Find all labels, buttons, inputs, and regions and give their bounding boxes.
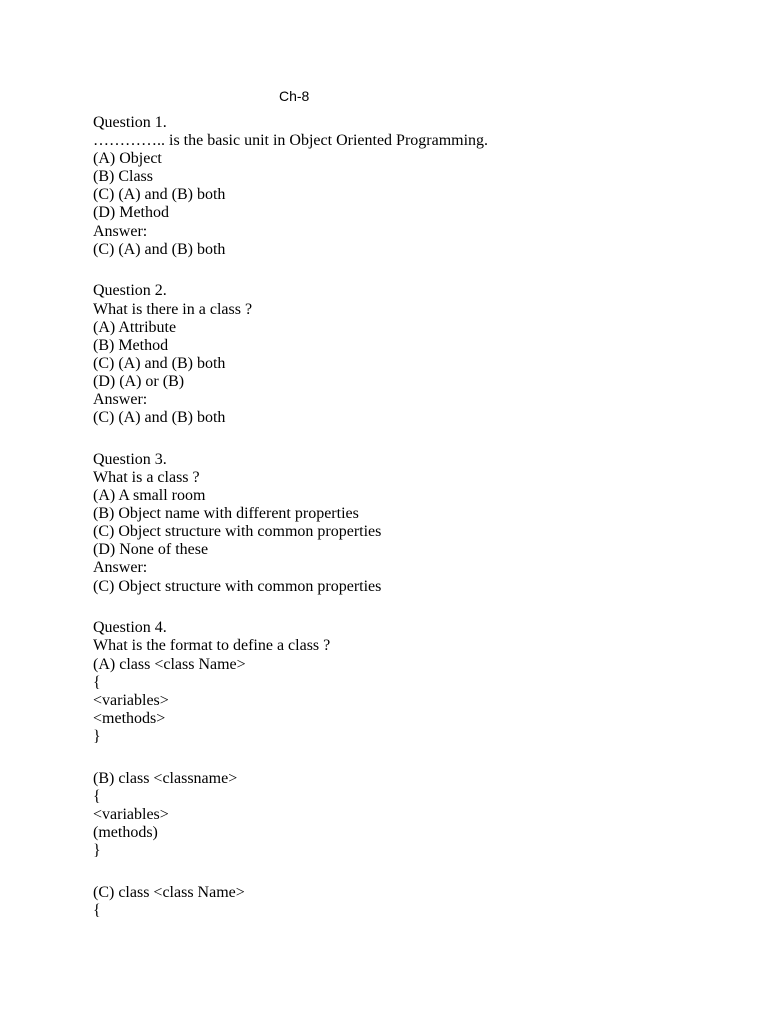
text-line: (B) Object name with different properties — [93, 505, 359, 523]
text-line: What is the format to define a class ? — [93, 637, 331, 655]
text-line: (methods) — [93, 823, 158, 841]
text-line: } — [93, 842, 101, 860]
paragraph-spacer — [93, 860, 733, 884]
text-line: (B) Class — [93, 168, 153, 186]
text-line: (C) (A) and (B) both — [93, 240, 226, 258]
text-line: (D) None of these — [93, 541, 209, 559]
text-line: (C) (A) and (B) both — [93, 409, 226, 427]
text-line: (A) A small room — [93, 487, 206, 505]
text-line: (C) Object structure with common properties — [93, 577, 382, 595]
text-line: (C) (A) and (B) both — [93, 354, 226, 372]
text-line: Answer: — [93, 391, 148, 408]
text-line: (C) (A) and (B) both — [93, 186, 226, 204]
text-line: } — [93, 727, 101, 745]
text-block — [93, 770, 733, 860]
text-block — [93, 884, 733, 920]
text-line: (C) Object structure with common properties — [93, 523, 382, 541]
text-block — [93, 451, 733, 596]
text-line: What is a class ? — [93, 468, 200, 486]
text-line: Question 4. — [93, 619, 167, 637]
text-line: <variables> — [93, 691, 169, 709]
text-line: (A) Attribute — [93, 318, 177, 336]
text-line: (B) Method — [93, 336, 169, 354]
document-body — [93, 114, 733, 920]
text-line: Question 1. — [93, 114, 167, 131]
chapter-header: Ch-8 — [279, 88, 310, 104]
text-block — [93, 619, 733, 746]
paragraph-spacer — [93, 259, 733, 283]
text-line: ………….. is the basic unit in Object Oriented Programming. — [93, 132, 489, 150]
text-line: Answer: — [93, 222, 148, 240]
text-line: (B) class <classname> — [93, 769, 238, 787]
text-line: (A) Object — [93, 150, 162, 168]
text-line: { — [93, 901, 101, 919]
text-line: <variables> — [93, 805, 169, 823]
paragraph-spacer — [93, 596, 733, 620]
text-block — [93, 114, 733, 259]
text-line: { — [93, 787, 101, 805]
paragraph-spacer — [93, 427, 733, 451]
text-line: (D) (A) or (B) — [93, 372, 185, 390]
text-line: (A) class <class Name> — [93, 655, 246, 673]
text-block — [93, 282, 733, 427]
text-line: (C) class <class Name> — [93, 883, 245, 901]
text-line: (D) Method — [93, 204, 169, 222]
text-line: { — [93, 673, 101, 691]
text-line: Question 2. — [93, 282, 167, 300]
text-line: <methods> — [93, 709, 166, 727]
text-line: Answer: — [93, 559, 148, 577]
text-line: Question 3. — [93, 450, 167, 468]
text-line: What is there in a class ? — [93, 300, 253, 318]
paragraph-spacer — [93, 746, 733, 770]
